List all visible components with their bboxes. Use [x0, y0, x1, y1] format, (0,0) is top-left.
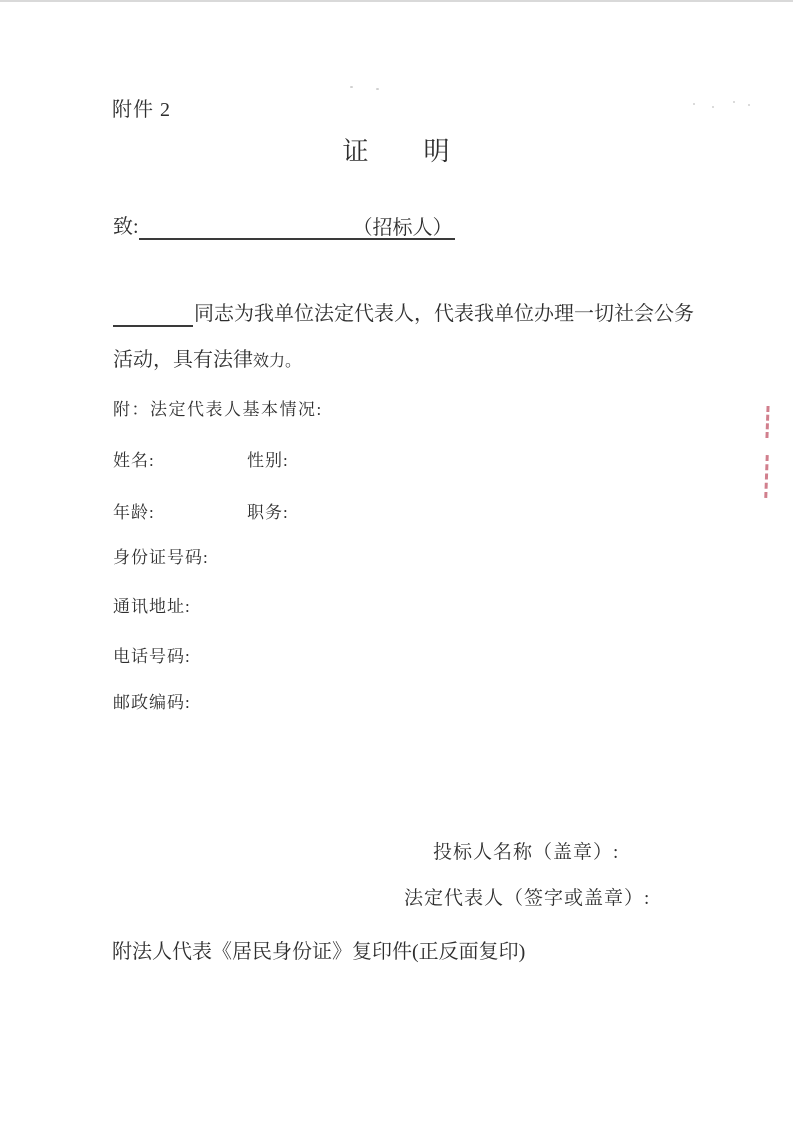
signature-bidder-label: 投标人名称（盖章）: — [433, 842, 620, 863]
salutation-prefix: 致: — [113, 216, 139, 238]
scan-speck — [712, 106, 714, 108]
scan-speck — [733, 101, 735, 103]
field-label-gender: 性别: — [247, 451, 289, 470]
recipient-blank-underline — [139, 215, 455, 240]
attachment-label: 附件 2 — [112, 99, 171, 121]
field-label-postcode: 邮政编码: — [113, 693, 191, 712]
scan-speck — [376, 88, 379, 90]
field-label-id-number: 身份证号码: — [113, 548, 209, 567]
signature-legal-rep-label: 法定代表人（签字或盖章）: — [404, 888, 651, 909]
scan-speck — [693, 103, 695, 105]
field-label-name: 姓名: — [113, 451, 155, 470]
scan-edge-artifact — [0, 0, 793, 2]
body-paragraph-line1 — [113, 301, 694, 327]
field-label-position: 职务: — [247, 503, 289, 522]
field-label-phone: 电话号码: — [113, 647, 191, 666]
name-blank-underline — [113, 302, 193, 327]
body-text-2-small: 效力。 — [253, 353, 302, 370]
recipient-hint: （招标人） — [352, 217, 453, 239]
scan-speck — [350, 86, 353, 88]
salutation-line — [113, 214, 455, 240]
red-pen-mark — [765, 406, 769, 438]
body-text-1: 同志为我单位法定代表人，代表我单位办理一切社会公务 — [194, 303, 694, 325]
body-paragraph-line2 — [113, 343, 301, 372]
body-text-2: 活动，具有法律 — [113, 349, 253, 371]
red-pen-mark — [764, 455, 768, 498]
attachment-note: 附：法定代表人基本情况: — [113, 400, 323, 419]
scan-speck — [748, 104, 750, 106]
field-label-address: 通讯地址: — [113, 597, 191, 616]
footer-note: 附法人代表《居民身份证》复印件(正反面复印) — [112, 941, 526, 963]
document-title: 证 明 — [342, 137, 451, 166]
field-label-age: 年龄: — [113, 503, 155, 522]
